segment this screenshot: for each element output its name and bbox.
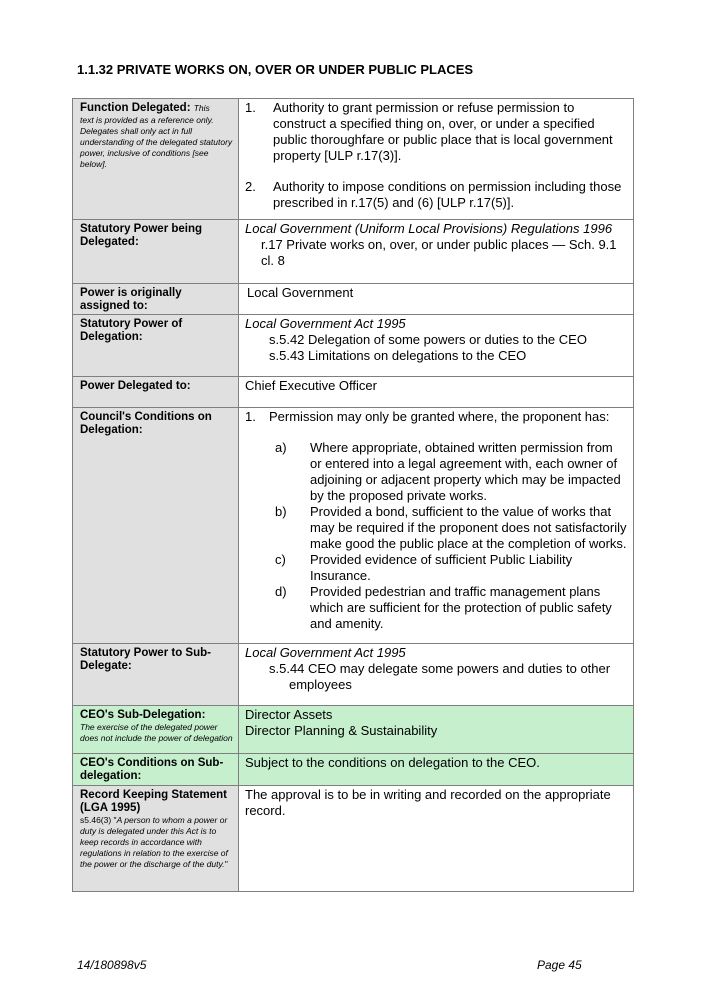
condition-item-text: Provided a bond, sufficient to the value of works that may be required if the proponent does not satisfactorily make good the public place at the completion of works. (310, 504, 627, 551)
function-note: text is provided as a reference only. Delegates shall only act in full understanding of the delegated statutory power, inclusive of conditions [see below]. (80, 115, 233, 169)
ceo-sub-value: Director Assets (245, 707, 333, 722)
ceo-conditions-value: Subject to the conditions on delegation to the CEO. (239, 754, 634, 786)
row-function-delegated (73, 99, 634, 220)
row-ceo-conditions (73, 754, 634, 786)
statutory-power-detail: r.17 Private works on, over, or under public places — Sch. 9.1 cl. 8 (261, 237, 617, 268)
condition-item-letter: d) (275, 584, 287, 599)
condition-item-text: Provided pedestrian and traffic management plans which are sufficient for the protection of public safety and amenity. (310, 584, 612, 631)
function-item-text: Authority to grant permission or refuse permission to construct a specified thing on, over, or under a specified public thoroughfare or public place that is local government property [ULP r.17(3)]. (273, 100, 613, 163)
conditions-intro-text: Permission may only be granted where, the proponent has: (269, 409, 610, 424)
condition-item-text: Where appropriate, obtained written permission from or entered into a legal agreement with, each owner of adjoining or adjacent property which may be impacted by the proposed private works. (310, 440, 621, 503)
condition-item-letter: c) (275, 552, 286, 567)
sub-delegate-line: s.5.44 CEO may delegate some powers and duties to other (269, 661, 611, 676)
row-statutory-power (73, 220, 634, 284)
footer-page-number: Page 45 (537, 958, 582, 972)
sub-delegate-act: Local Government Act 1995 (245, 645, 406, 660)
function-item (245, 100, 627, 164)
ceo-conditions-label: CEO's Conditions on Sub-delegation: (73, 754, 239, 786)
ceo-sub-note: The exercise of the delegated power does not include the power of delegation (80, 722, 233, 743)
function-label: Function Delegated: (80, 102, 191, 114)
function-item-text: Authority to impose conditions on permission including those prescribed in r.17(5) and (6) [ULP r.17(5)]. (273, 179, 622, 210)
record-label: Record Keeping Statement (LGA 1995) (80, 789, 227, 814)
power-of-delegation-act: Local Government Act 1995 (245, 316, 406, 331)
function-item (245, 179, 627, 211)
function-note-inline: This (193, 103, 210, 113)
condition-item (275, 504, 627, 552)
footer-doc-ref: 14/180898v5 (77, 958, 147, 972)
row-ceo-sub-delegation (73, 706, 634, 754)
record-note-block (80, 815, 234, 870)
record-value: The approval is to be in writing and recorded on the appropriate record. (239, 786, 634, 892)
originally-assigned-label: Power is originally assigned to: (73, 284, 239, 315)
ceo-sub-value-cell (239, 706, 634, 754)
ceo-sub-label: CEO's Sub-Delegation: (80, 709, 206, 721)
delegated-to-value: Chief Executive Officer (239, 377, 634, 408)
conditions-label: Council's Conditions on Delegation: (73, 408, 239, 644)
function-value-cell (239, 99, 634, 220)
condition-item-text: Provided evidence of sufficient Public Liability Insurance. (310, 552, 573, 583)
condition-item-letter: b) (275, 504, 287, 519)
row-sub-delegate (73, 644, 634, 706)
condition-item-letter: a) (275, 440, 287, 455)
sub-delegate-label: Statutory Power to Sub-Delegate: (73, 644, 239, 706)
row-delegated-to (73, 377, 634, 408)
row-council-conditions (73, 408, 634, 644)
conditions-intro-number: 1. (245, 409, 256, 424)
condition-item (275, 552, 627, 584)
delegated-to-label: Power Delegated to: (73, 377, 239, 408)
section-heading: 1.1.32 PRIVATE WORKS ON, OVER OR UNDER PUBLIC PLACES (77, 62, 474, 77)
statutory-power-label: Statutory Power being Delegated: (73, 220, 239, 284)
function-label-cell (73, 99, 239, 220)
power-of-delegation-line: s.5.43 Limitations on delegations to the CEO (269, 348, 527, 363)
statutory-power-value-cell (239, 220, 634, 284)
record-label-cell (73, 786, 239, 892)
sub-delegate-value-cell (239, 644, 634, 706)
condition-item (275, 584, 627, 632)
function-item-number: 2. (245, 179, 256, 194)
ceo-sub-value: Director Planning & Sustainability (245, 723, 438, 738)
ceo-sub-label-cell (73, 706, 239, 754)
statutory-power-act: Local Government (Uniform Local Provisions) Regulations 1996 (245, 221, 613, 236)
row-originally-assigned (73, 284, 634, 315)
row-record-keeping (73, 786, 634, 892)
delegation-table (72, 98, 634, 892)
power-of-delegation-value-cell (239, 315, 634, 377)
condition-item (275, 440, 627, 504)
record-note: A person to whom a power or duty is delegated under this Act is to keep records in accordance with regulations in relation to the exercise of the power or the discharge of the duty." (80, 815, 228, 869)
function-item-number: 1. (245, 100, 256, 115)
power-of-delegation-line: s.5.42 Delegation of some powers or duties to the CEO (269, 332, 587, 347)
sub-delegate-line: employees (289, 677, 352, 692)
record-note-lead: s5.46(3) " (80, 815, 117, 825)
conditions-value-cell (239, 408, 634, 644)
row-power-of-delegation (73, 315, 634, 377)
conditions-intro (245, 409, 627, 425)
originally-assigned-value: Local Government (239, 284, 634, 315)
power-of-delegation-label: Statutory Power of Delegation: (73, 315, 239, 377)
